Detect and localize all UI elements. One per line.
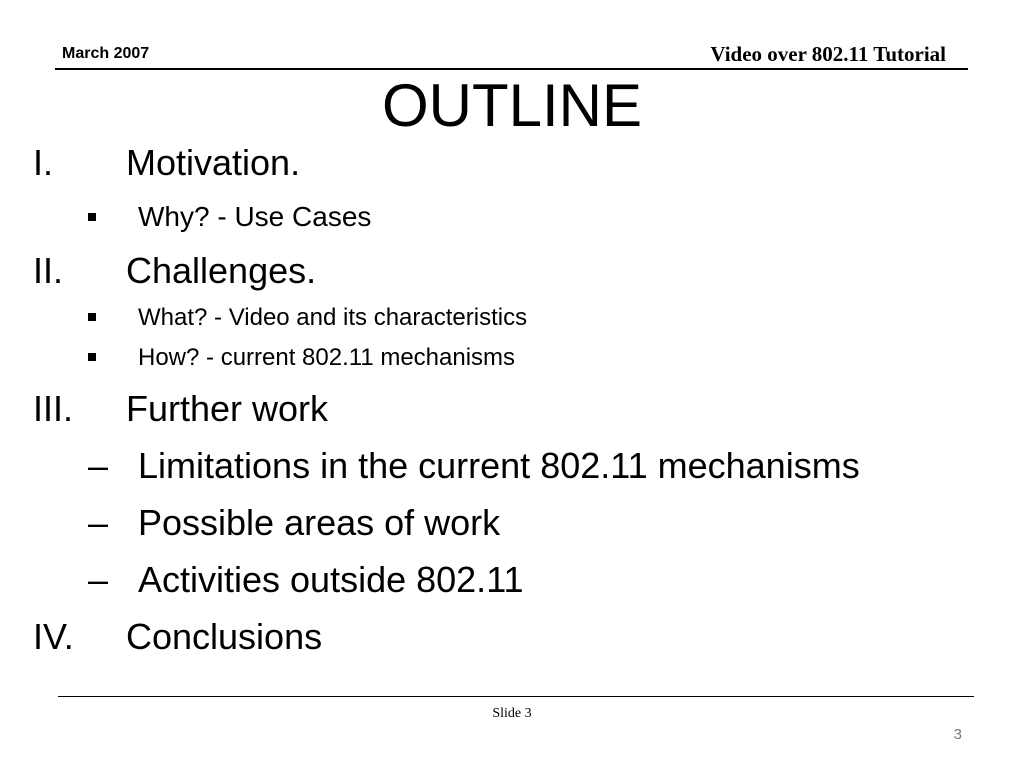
dash-marker: – (88, 445, 109, 486)
subitem-label: Activities outside 802.11 (138, 559, 524, 600)
section-numeral: III. (33, 388, 74, 429)
section-label: Motivation. (126, 142, 301, 183)
subitem-label: How? - current 802.11 mechanisms (138, 344, 516, 371)
subitem-label: Possible areas of work (138, 502, 501, 543)
section-label: Conclusions (126, 616, 323, 657)
square-bullet-icon (88, 213, 96, 221)
dash-marker: – (88, 502, 109, 543)
header-date: March 2007 (62, 45, 150, 62)
section-numeral: IV. (33, 616, 74, 657)
dash-marker: – (88, 559, 109, 600)
subitem-label: Why? - Use Cases (138, 201, 372, 232)
subitem-label: Limitations in the current 802.11 mechanisms (138, 445, 860, 486)
section-numeral: II. (33, 250, 64, 291)
footer-slide-label: Slide 3 (492, 706, 532, 721)
section-label: Challenges. (126, 250, 317, 291)
slide-title: OUTLINE (381, 72, 643, 139)
square-bullet-icon (88, 313, 96, 321)
footer-divider (58, 696, 974, 697)
header-document-title: Video over 802.11 Tutorial (710, 42, 946, 66)
page-number: 3 (953, 726, 962, 743)
section-numeral: I. (33, 142, 54, 183)
section-label: Further work (126, 388, 329, 429)
subitem-label: What? - Video and its characteristics (138, 304, 528, 331)
square-bullet-icon (88, 353, 96, 361)
